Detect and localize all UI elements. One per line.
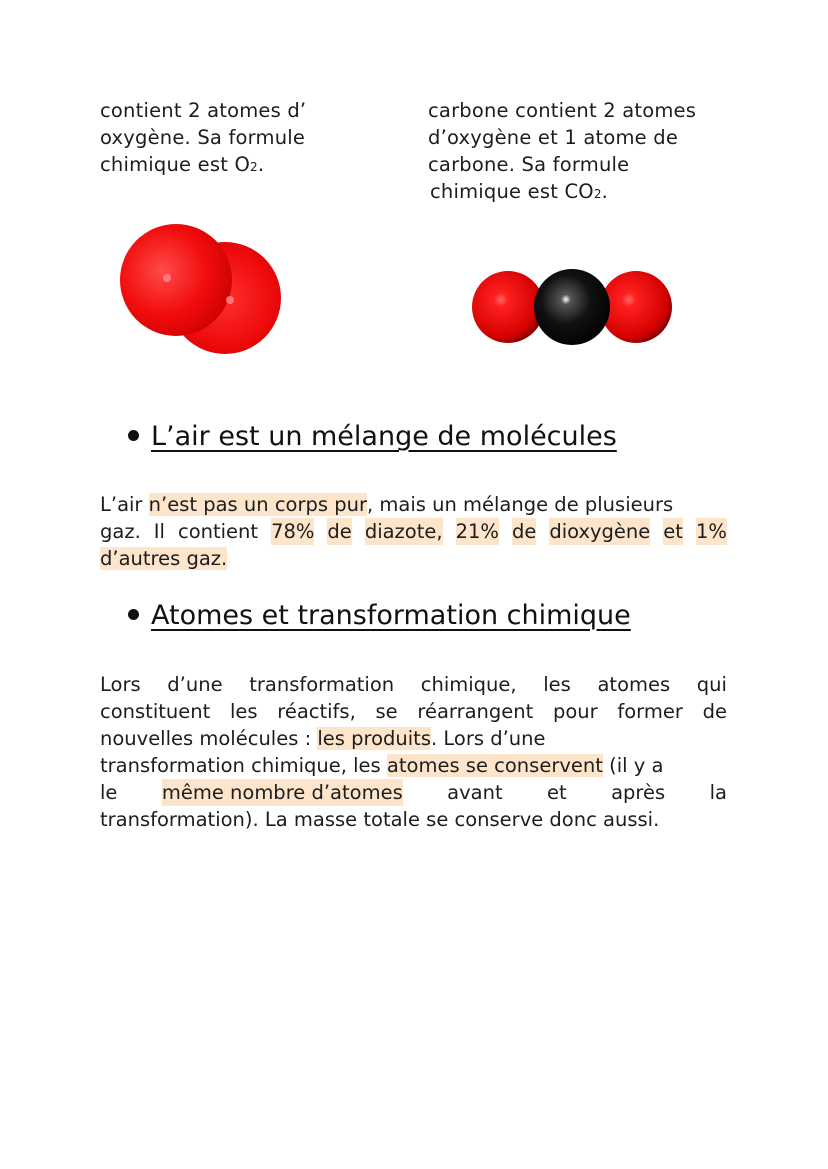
subscript: 2: [250, 160, 258, 174]
highlighted-text: atomes se conservent: [386, 754, 603, 777]
oxygen-atom: [120, 224, 232, 336]
o2-molecule-image: [110, 212, 300, 372]
paragraph-line: le même nombre d’atomes avant et après la: [100, 781, 727, 804]
o2-text-line: chimique est O2.: [100, 153, 265, 176]
highlighted-text: d’autres gaz.: [100, 547, 228, 570]
co2-text-line: d’oxygène et 1 atome de: [428, 126, 679, 149]
paragraph-line: L’air n’est pas un corps pur, mais un mélange de plusieurs: [100, 493, 674, 516]
highlighted-text: même nombre d’atomes: [161, 781, 403, 804]
section-heading-air: L’air est un mélange de molécules: [128, 419, 617, 455]
paragraph-line: nouvelles molécules : les produits. Lors d’une: [100, 727, 546, 750]
co2-text-line: carbone contient 2 atomes: [428, 99, 697, 122]
oxygen-atom: [472, 271, 544, 343]
o2-description: [100, 97, 360, 181]
paragraph-line: constituent les réactifs, se réarrangent pour former de: [100, 700, 727, 723]
co2-molecule-image: [462, 258, 682, 356]
highlighted-text: n’est pas un corps pur: [148, 493, 367, 516]
co2-text-line: carbone. Sa formule: [428, 153, 630, 176]
o2-text-line: contient 2 atomes d’: [100, 99, 307, 122]
paragraph-line: [100, 545, 727, 572]
paragraph-line: transformation). La masse totale se conserve donc aussi.: [100, 808, 660, 831]
subscript: 2: [593, 187, 602, 201]
air-paragraph: [100, 491, 727, 572]
paragraph-line: transformation chimique, les atomes se conservent (il y a: [100, 754, 664, 777]
paragraph-line: gaz. Il contient 78% de diazote, 21% de dioxygène et 1%: [100, 520, 727, 543]
co2-text-line: chimique est CO2.: [430, 180, 609, 203]
oxygen-atom: [600, 271, 672, 343]
bullet-icon: [128, 609, 139, 620]
highlighted-text: les produits: [317, 727, 431, 750]
carbon-atom: [534, 269, 610, 345]
o2-text-line: oxygène. Sa formule: [100, 126, 306, 149]
atoms-paragraph: [100, 671, 727, 833]
paragraph-line: Lors d’une transformation chimique, les atomes qui: [100, 673, 727, 696]
section-heading-atoms: Atomes et transformation chimique: [128, 598, 631, 634]
bullet-icon: [128, 430, 139, 441]
co2-description: [428, 97, 748, 208]
